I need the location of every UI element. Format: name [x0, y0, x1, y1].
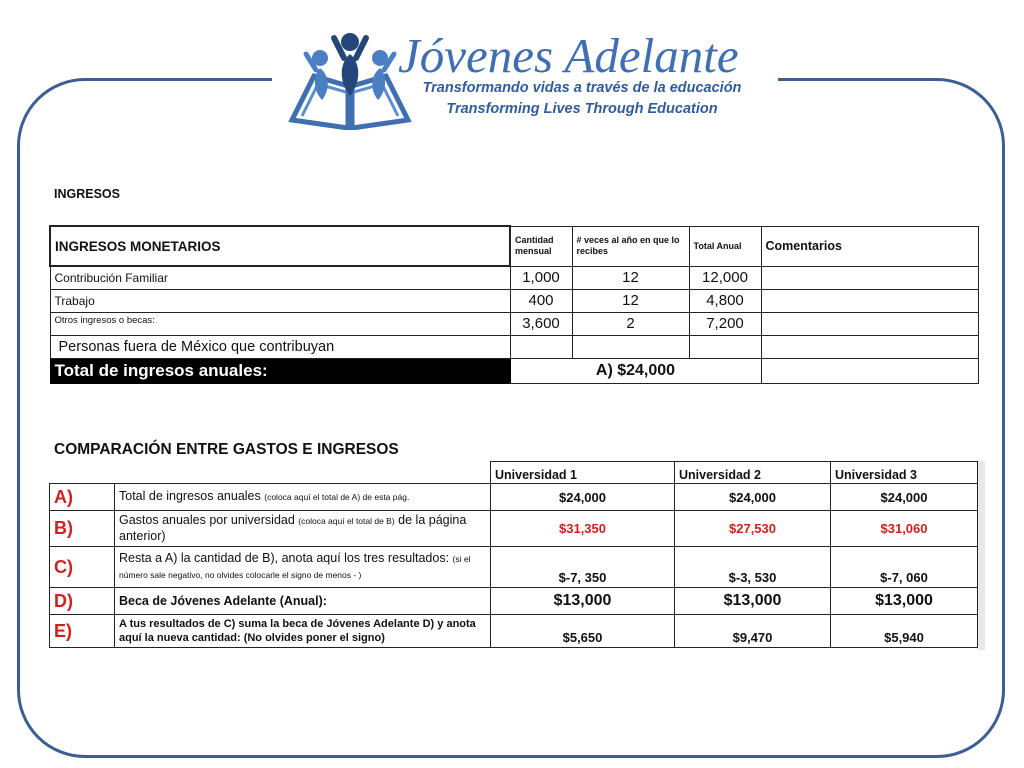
income-comment: [761, 289, 978, 312]
logo-title: Jóvenes Adelante: [398, 28, 739, 83]
income-label: Contribución Familiar: [50, 266, 510, 289]
comparison-heading: COMPARACIÓN ENTRE GASTOS E INGRESOS: [54, 441, 399, 458]
income-total: [689, 335, 761, 358]
value-u1: $13,000: [491, 588, 675, 615]
row-text: Gastos anuales por universidad: [119, 513, 295, 527]
income-total: 4,800: [689, 289, 761, 312]
table-row: [50, 312, 978, 335]
income-monthly: 1,000: [510, 266, 572, 289]
comparison-table: [49, 461, 978, 648]
value-u2: $9,470: [675, 615, 831, 648]
income-comment: [761, 266, 978, 289]
value-u3: $5,940: [831, 615, 978, 648]
row-letter: A): [50, 484, 115, 511]
table-row: [50, 266, 978, 289]
university-3-header: Universidad 3: [831, 462, 978, 484]
income-table-title: INGRESOS MONETARIOS: [50, 226, 510, 266]
comparison-row-e: [50, 615, 978, 648]
income-times: 12: [572, 289, 689, 312]
university-1-header: Universidad 1: [491, 462, 675, 484]
value-u2: $-3, 530: [675, 547, 831, 588]
value-u2: $13,000: [675, 588, 831, 615]
income-total-row: [50, 358, 978, 383]
value-u3: $-7, 060: [831, 547, 978, 588]
logo-subtitle-en: Transforming Lives Through Education: [446, 101, 718, 117]
table-row: [50, 335, 978, 358]
row-text: Resta a A) la cantidad de B), anota aquí los tres resultados:: [119, 551, 450, 565]
income-total: 7,200: [689, 312, 761, 335]
total-annual-income-label: Total de ingresos anuales:: [50, 358, 510, 383]
value-u1: $-7, 350: [491, 547, 675, 588]
value-u1: $24,000: [491, 484, 675, 511]
value-u1: $5,650: [491, 615, 675, 648]
income-label: Otros ingresos o becas:: [50, 312, 510, 335]
row-note: (coloca aquí el total de B): [298, 516, 395, 526]
row-letter: D): [50, 588, 115, 615]
row-letter: C): [50, 547, 115, 588]
col-comments-header: Comentarios: [761, 226, 978, 266]
table-row: [50, 289, 978, 312]
income-monthly: 400: [510, 289, 572, 312]
comparison-header: [50, 462, 978, 484]
logo-subtitle-es: Transformando vidas a través de la educación: [422, 80, 742, 96]
page-frame: [17, 78, 1005, 758]
income-times: [572, 335, 689, 358]
income-label: Trabajo: [50, 289, 510, 312]
value-u2: $27,530: [675, 511, 831, 547]
income-label: Personas fuera de México que contribuyan: [50, 335, 510, 358]
row-description: [115, 511, 491, 547]
row-description: Beca de Jóvenes Adelante (Anual):: [115, 588, 491, 615]
col-monthly-header: Cantidad mensual: [510, 226, 572, 266]
row-letter: E): [50, 615, 115, 648]
value-u2: $24,000: [675, 484, 831, 511]
col-times-header: # veces al año en que lo recibes: [572, 226, 689, 266]
value-u3: $13,000: [831, 588, 978, 615]
income-times: 12: [572, 266, 689, 289]
table-shadow: [977, 461, 985, 650]
comparison-row-b: [50, 511, 978, 547]
value-u1: $31,350: [491, 511, 675, 547]
income-times: 2: [572, 312, 689, 335]
value-u3: $24,000: [831, 484, 978, 511]
university-2-header: Universidad 2: [675, 462, 831, 484]
comparison-row-c: [50, 547, 978, 588]
total-comment: [761, 358, 978, 383]
comparison-row-a: [50, 484, 978, 511]
total-annual-income-value: A) $24,000: [510, 358, 761, 383]
income-heading: INGRESOS: [54, 187, 120, 201]
income-table-header: [50, 226, 978, 266]
row-note: (coloca aquí el total de A) de esta pág.: [264, 492, 410, 502]
row-text: Total de ingresos anuales: [119, 489, 261, 503]
income-comment: [761, 312, 978, 335]
income-table: [49, 225, 979, 384]
income-monthly: [510, 335, 572, 358]
value-u3: $31,060: [831, 511, 978, 547]
row-description: [115, 484, 491, 511]
row-letter: B): [50, 511, 115, 547]
row-description: A tus resultados de C) suma la beca de Jóvenes Adelante D) y anota aquí la nueva cantidad: (No olvides poner el signo): [115, 615, 491, 648]
col-total-header: Total Anual: [689, 226, 761, 266]
row-description: [115, 547, 491, 588]
income-total: 12,000: [689, 266, 761, 289]
income-monthly: 3,600: [510, 312, 572, 335]
row-text-after: de la página anterior): [119, 513, 467, 543]
comparison-row-d: [50, 588, 978, 615]
income-comment: [761, 335, 978, 358]
row-note: (si el número sale negativo, no olvides colocarle el signo de menos - ): [119, 554, 471, 580]
